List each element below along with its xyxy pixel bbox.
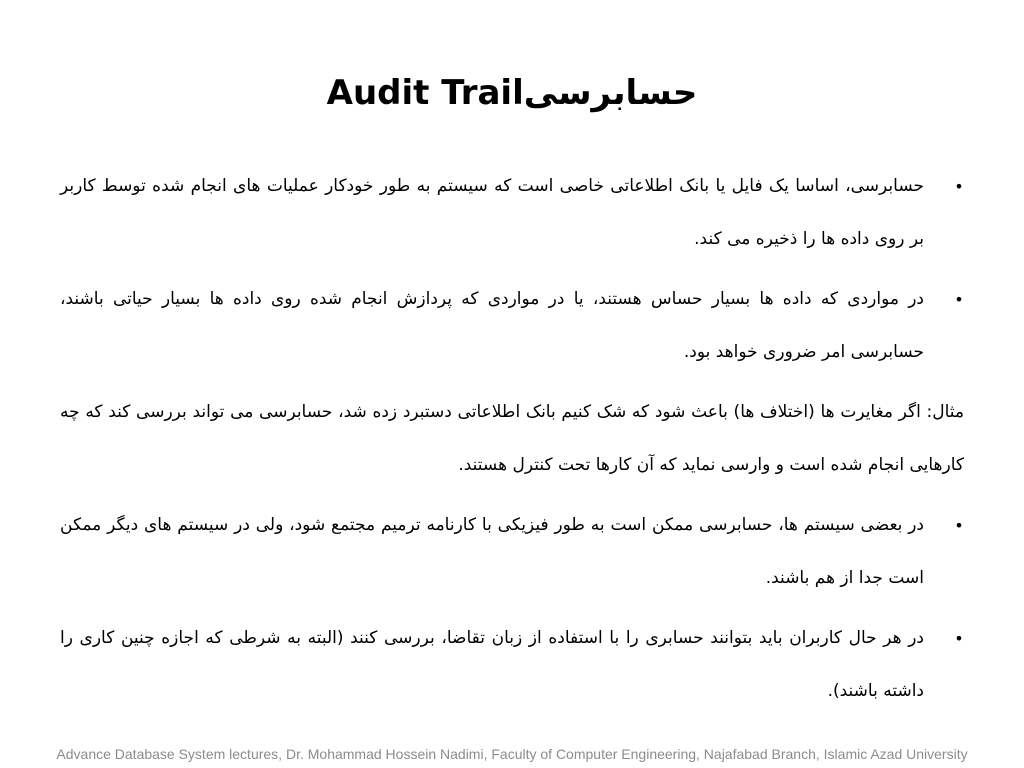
bullet-text: در مواردی که داده ها بسیار حساس هستند، یا در مواردی که پردازش انجام شده روی داده ها بسیار حیاتی باشند، حسابرسی امر ضروری خواهد بود. (60, 289, 924, 362)
bullet-dot-icon: • (954, 516, 964, 535)
bullet-dot-icon: • (954, 629, 964, 648)
slide-body (60, 160, 964, 725)
bullet-item (60, 273, 964, 379)
example-paragraph (60, 386, 964, 492)
bullet-dot-icon: • (954, 177, 964, 196)
bullet-item (60, 160, 964, 266)
example-text: مثال: اگر مغایرت ها (اختلاف ها) باعث شود که شک کنیم بانک اطلاعاتی دستبرد زده شد، حسابرسی می تواند بررسی کند که چه کارهایی انجام شده است و وارسی نماید که آن کارها تحت کنترل هستند. (60, 402, 964, 475)
bullet-text: در بعضی سیستم ها، حسابرسی ممکن است به طور فیزیکی با کارنامه ترمیم مجتمع شود، ولی در سیستم های دیگر ممکن است جدا از هم باشند. (60, 515, 924, 588)
bullet-dot-icon: • (954, 290, 964, 309)
bullet-item (60, 499, 964, 605)
slide-title-english: Audit Trail (326, 73, 524, 113)
slide-footer: Advance Database System lectures, Dr. Mohammad Hossein Nadimi, Faculty of Computer Engineering, Najafabad Branch, Islamic Azad University (56, 746, 968, 762)
bullet-text: حسابرسی، اساسا یک فایل یا بانک اطلاعاتی خاصی است که سیستم به طور خودکار عملیات های انجام شده توسط کاربر بر روی داده ها را ذخیره می کند. (60, 176, 924, 249)
bullet-item (60, 612, 964, 718)
bullet-text: در هر حال کاربران باید بتوانند حسابری را با استفاده از زبان تقاضا، بررسی کنند (البته به شرطی که اجازه چنین کاری را داشته باشند). (60, 628, 924, 701)
slide-title-persian: حسابرسی (523, 73, 698, 113)
slide-title (0, 66, 1024, 120)
